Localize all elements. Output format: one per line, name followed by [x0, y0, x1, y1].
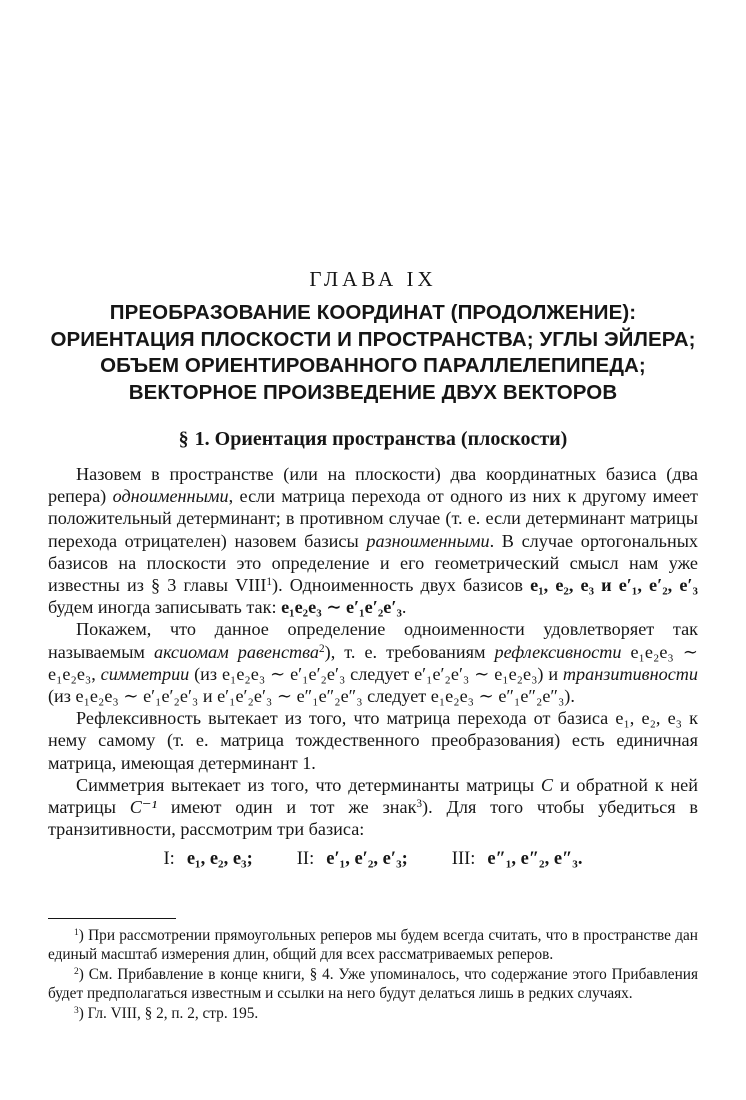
basis-vectors: e″₁, e″₂, e″₃. [487, 849, 583, 870]
footnote-divider [48, 918, 176, 919]
vector-list: e₁, e₂, e₃ и e′₁, e′₂, e′₃ [530, 575, 698, 596]
italic-term: транзитивности [562, 663, 698, 684]
footnote-text: ) Гл. VIII, § 2, п. 2, стр. 195. [78, 1005, 259, 1023]
text-run: имеют один и тот же знак [156, 797, 417, 818]
chapter-title-line: ОБЪЕМ ОРИЕНТИРОВАННОГО ПАРАЛЛЕЛЕПИПЕДА; [100, 354, 646, 378]
section-heading [0, 428, 746, 451]
bases-display [48, 848, 698, 870]
footnote [48, 927, 698, 964]
matrix-symbol: C [540, 774, 554, 795]
text-run: . [401, 597, 407, 618]
matrix-symbol: C⁻¹ [129, 797, 157, 818]
text-run: , если матрица перехода от одного из них к другому имеет положительный детерминант; в противном случае (т. е. если детерминант матрицы перехода отрицателен) назовем базисы [48, 486, 699, 551]
italic-term: одноименными [112, 486, 229, 507]
footnote-ref: 3 [416, 797, 423, 810]
text-run: (из e₁e₂e₃ ∼ e′₁e′₂e′₃ следует e′₁e′₂e′₃ ∼ e₁e₂e₃) и [189, 663, 563, 684]
footnote-mark: 3 [74, 1006, 79, 1017]
chapter-title [40, 300, 706, 406]
section-title: 1. Ориентация пространства (плоскости) [194, 428, 568, 450]
text-run: ). Для того чтобы убедиться в транзитивности, рассмотрим три базиса: [48, 797, 698, 840]
text-run: ), т. е. требованиям [324, 641, 495, 662]
italic-term: симметрии [100, 663, 190, 684]
footnotes [48, 927, 698, 1026]
basis-item [297, 848, 408, 870]
basis-label: I: [163, 849, 175, 870]
text-run: Покажем, что данное определение одноименности удовлетворяет так называемым [48, 619, 698, 662]
footnote-text: ) При рассмотрении прямоугольных реперов мы будем всегда считать, что в пространстве дан единый масштаб измерения длин, общий для всех рассматриваемых реперов. [48, 927, 698, 963]
footnote-ref: 2 [319, 642, 325, 655]
chapter-title-line: ПРЕОБРАЗОВАНИЕ КООРДИНАТ (ПРОДОЛЖЕНИЕ): [109, 301, 637, 324]
basis-vectors: e′₁, e′₂, e′₃; [326, 849, 408, 870]
text-run: Назовем в пространстве (или на плоскости) два координатных базиса (два репера) [48, 464, 698, 507]
footnote [48, 966, 698, 1003]
text-run: и обратной к ней матрицы [48, 774, 698, 818]
basis-item [164, 848, 253, 870]
paragraph [48, 618, 698, 707]
basis-label: III: [451, 849, 476, 870]
italic-term: рефлексивности [494, 641, 622, 662]
text-run: ). Одноименность двух базисов [272, 575, 531, 596]
text-run: Симметрия вытекает из того, что детерминанты матрицы [76, 774, 541, 795]
footnote-text: ) См. Прибавление в конце книги, § 4. Уже упоминалось, что содержание этого Прибавления будет предполагаться известным и ссылки на него будут делаться лишь в редких случаях. [48, 966, 698, 1002]
text-run: будем иногда записывать так: [48, 597, 282, 618]
formula: e₁e₂e₃ ∼ e₁e₂e₃, [48, 641, 698, 684]
formula: e₁e₂e₃ ∼ e′₁e′₂e′₃ [281, 597, 402, 618]
footnote-ref: 1 [266, 575, 273, 588]
basis-vectors: e₁, e₂, e₃; [186, 849, 253, 870]
paragraph [48, 463, 698, 618]
paragraph [48, 774, 698, 841]
italic-term: аксиомам равенства [153, 641, 320, 662]
paragraph: Рефлексивность вытекает из того, что матрица перехода от базиса e₁, e₂, e₃ к нему самому (т. е. матрица тождественного преобразования) есть единичная матрица, имеющая детерминант 1. [48, 708, 698, 773]
chapter-title-line: ВЕКТОРНОЕ ПРОИЗВЕДЕНИЕ ДВУХ ВЕКТОРОВ [128, 380, 618, 404]
footnote-mark: 2 [74, 966, 79, 977]
text-run: . В случае ортогональных базисов на плоскости это определение и его геометрический смысл нам уже известны из § 3 главы VIII [48, 530, 699, 596]
chapter-title-line: ОРИЕНТАЦИЯ ПЛОСКОСТИ И ПРОСТРАНСТВА; УГЛЫ ЭЙЛЕРА; [50, 327, 696, 351]
footnote-mark: 1 [74, 927, 79, 938]
text-run: (из e₁e₂e₃ ∼ e′₁e′₂e′₃ и e′₁e′₂e′₃ ∼ e″₁e″₂e″₃ следует e₁e₂e₃ ∼ e″₁e″₂e″₃). [48, 686, 575, 707]
basis-label: II: [296, 849, 315, 870]
body-text [48, 463, 698, 871]
basis-item [452, 848, 583, 870]
section-sign: § [178, 428, 189, 450]
footnote [48, 1005, 698, 1024]
italic-term: разноименными [366, 530, 490, 551]
chapter-heading: ГЛАВА IX [309, 267, 437, 291]
